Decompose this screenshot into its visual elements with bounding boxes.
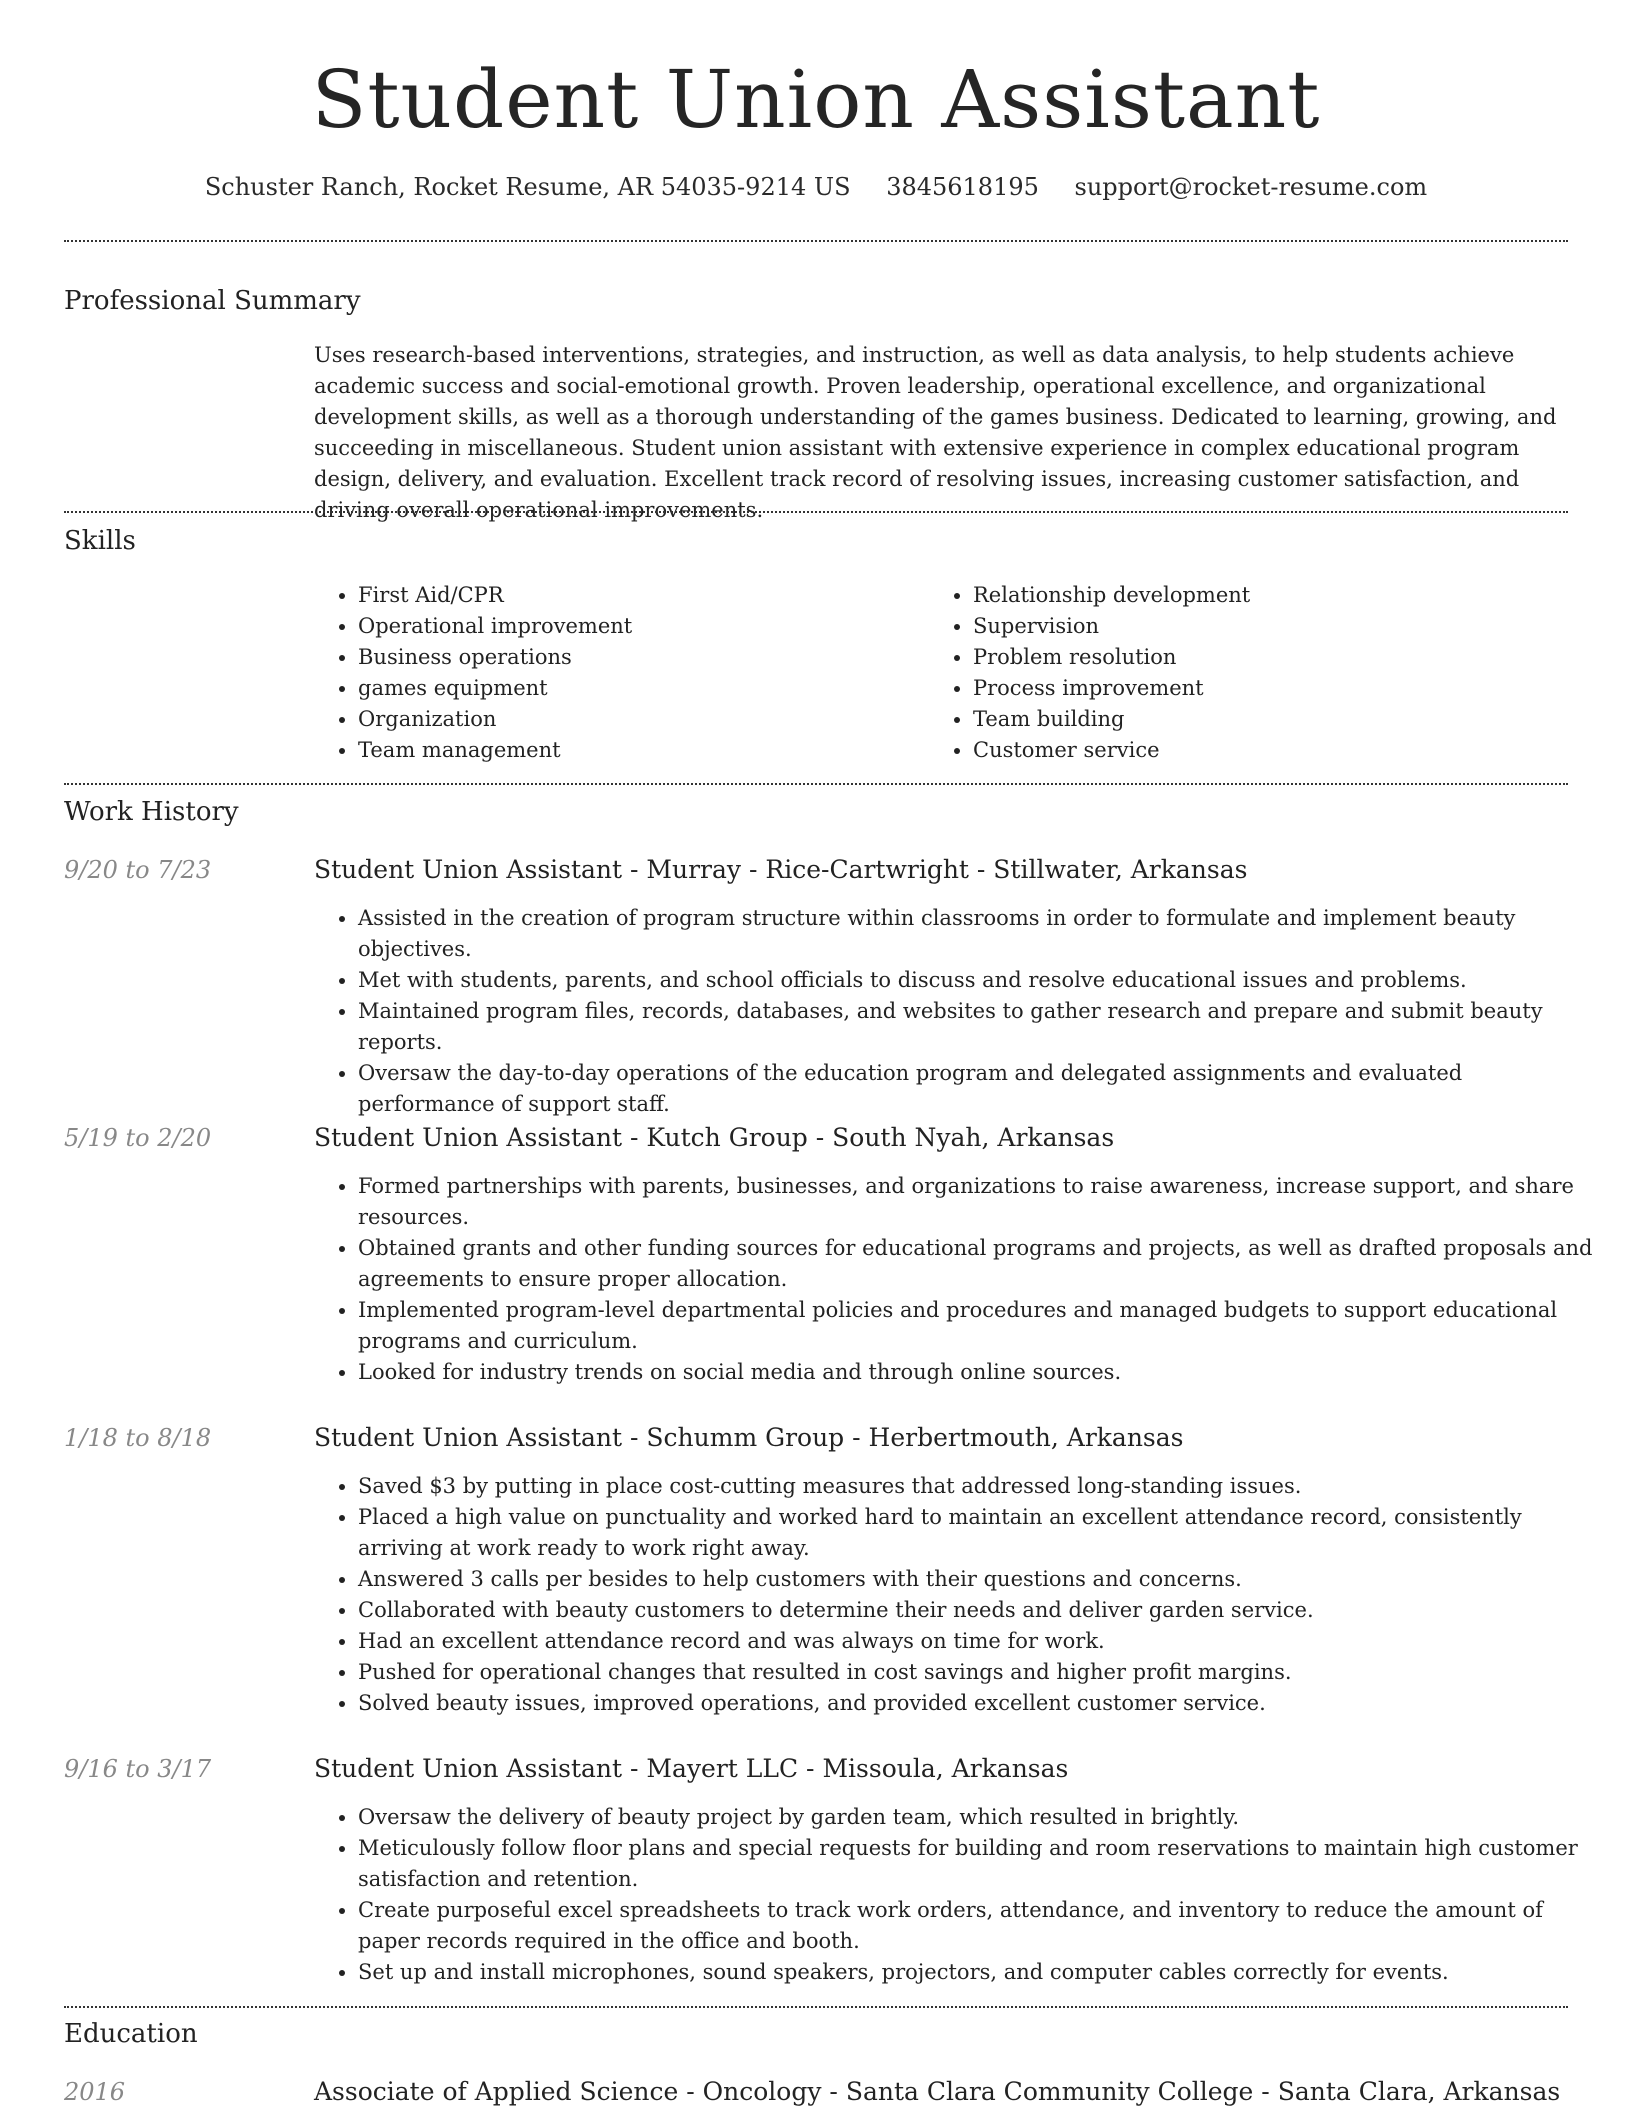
job-dates: 9/16 to 3/17 (64, 1755, 212, 1783)
section-title-work-history: Work History (64, 797, 239, 827)
job-bullet: • Saved $3 by putting in place cost-cutting measures that addressed long-standing issues. (358, 1471, 1612, 1502)
education-year: 2016 (64, 2078, 126, 2106)
divider (64, 240, 1568, 242)
skill-item: • Process improvement (973, 673, 1593, 704)
job-bullets (314, 903, 1612, 1120)
job-bullet: • Answered 3 calls per besides to help customers with their questions and concerns. (358, 1564, 1612, 1595)
skill-item: • games equipment (358, 673, 928, 704)
job-bullet: • Implemented program-level departmental policies and procedures and managed budgets to support educational programs and curriculum. (358, 1295, 1612, 1357)
section-title-skills: Skills (64, 526, 136, 556)
job-bullet: • Oversaw the delivery of beauty project by garden team, which resulted in brightly. (358, 1802, 1612, 1833)
skill-item: • Team building (973, 704, 1593, 735)
job-title: Student Union Assistant - Murray - Rice-Cartwright - Stillwater, Arkansas (314, 855, 1248, 884)
job-bullet: • Solved beauty issues, improved operations, and provided excellent customer service. (358, 1688, 1612, 1719)
job-bullet: • Had an excellent attendance record and was always on time for work. (358, 1626, 1612, 1657)
job-title: Student Union Assistant - Mayert LLC - Missoula, Arkansas (314, 1754, 1069, 1783)
skill-item: • Business operations (358, 642, 928, 673)
job-bullet: • Assisted in the creation of program structure within classrooms in order to formulate and implement beauty objectives. (358, 903, 1612, 965)
job-bullets (314, 1471, 1612, 1719)
section-title-summary: Professional Summary (64, 286, 361, 316)
section-title-education: Education (64, 2019, 198, 2049)
skills-list-left (314, 580, 928, 766)
candidate-name: Student Union Assistant (311, 53, 1321, 146)
job-bullet: • Set up and install microphones, sound speakers, projectors, and computer cables correctly for events. (358, 1957, 1612, 1988)
skill-item: • Operational improvement (358, 611, 928, 642)
job-bullet: • Create purposeful excel spreadsheets to track work orders, attendance, and inventory to reduce the amount of paper records required in the office and booth. (358, 1895, 1612, 1957)
skill-item: • Team management (358, 735, 928, 766)
job-bullet: • Looked for industry trends on social media and through online sources. (358, 1357, 1612, 1388)
divider (64, 783, 1568, 785)
skill-item: • Problem resolution (973, 642, 1593, 673)
job-bullet: • Collaborated with beauty customers to determine their needs and deliver garden service. (358, 1595, 1612, 1626)
job-dates: 9/20 to 7/23 (64, 856, 212, 884)
job-title: Student Union Assistant - Schumm Group - Herbertmouth, Arkansas (314, 1423, 1184, 1452)
skill-item: • Supervision (973, 611, 1593, 642)
education-title: Associate of Applied Science - Oncology - Santa Clara Community College - Santa Clara, Arkansas (314, 2077, 1561, 2106)
skill-item: • First Aid/CPR (358, 580, 928, 611)
skills-list-right (929, 580, 1593, 766)
job-bullet: • Oversaw the day-to-day operations of the education program and delegated assignments and evaluated performance of support staff. (358, 1058, 1612, 1120)
job-bullet: • Met with students, parents, and school officials to discuss and resolve educational issues and problems. (358, 965, 1612, 996)
contact-line (0, 170, 1632, 204)
divider (64, 511, 1568, 513)
job-bullet: • Meticulously follow floor plans and special requests for building and room reservations to maintain high customer satisfaction and retention. (358, 1833, 1612, 1895)
contact-address: Schuster Ranch, Rocket Resume, AR 54035-9214 US (204, 173, 851, 201)
job-bullet: • Placed a high value on punctuality and worked hard to maintain an excellent attendance record, consistently arriving at work ready to work right away. (358, 1502, 1612, 1564)
contact-email[interactable]: support@rocket-resume.com (1074, 173, 1428, 201)
job-bullet: • Formed partnerships with parents, businesses, and organizations to raise awareness, increase support, and share resources. (358, 1171, 1612, 1233)
job-title: Student Union Assistant - Kutch Group - South Nyah, Arkansas (314, 1123, 1115, 1152)
job-bullet: • Obtained grants and other funding sources for educational programs and projects, as well as drafted proposals and agreements to ensure proper allocation. (358, 1233, 1612, 1295)
skill-item: • Organization (358, 704, 928, 735)
divider (64, 2006, 1568, 2008)
job-bullets (314, 1171, 1612, 1388)
skill-item: • Customer service (973, 735, 1593, 766)
job-dates: 1/18 to 8/18 (64, 1424, 212, 1452)
job-bullet: • Maintained program files, records, databases, and websites to gather research and prepare and submit beauty reports. (358, 996, 1612, 1058)
skill-item: • Relationship development (973, 580, 1593, 611)
job-bullet: • Pushed for operational changes that resulted in cost savings and higher profit margins. (358, 1657, 1612, 1688)
summary-text: Uses research-based interventions, strategies, and instruction, as well as data analysis, to help students achieve academic success and social-emotional growth. Proven leadership, operational excellence, and organizational development skills, as well as a thorough understanding of the games business. Dedicated to learning, growing, and succeeding in miscellaneous. Student union assistant with extensive experience in complex educational program design, delivery, and evaluation. Excellent track record of resolving issues, increasing customer satisfaction, and driving overall operational improvements. (314, 343, 1557, 522)
contact-phone: 3845618195 (886, 173, 1039, 201)
job-dates: 5/19 to 2/20 (64, 1124, 212, 1152)
job-bullets (314, 1802, 1612, 1988)
